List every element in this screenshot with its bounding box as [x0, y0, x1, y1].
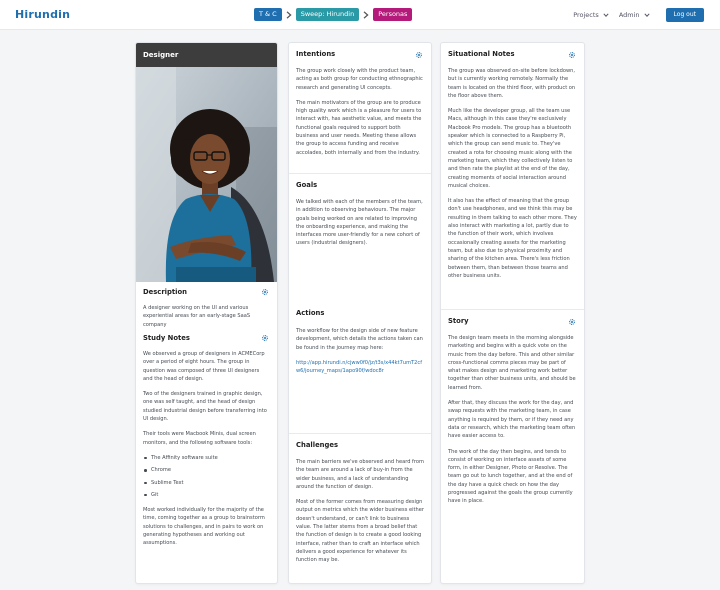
actions-section: [289, 305, 431, 382]
story-section: [441, 309, 584, 513]
list-item: The Affinity software suite: [143, 454, 270, 462]
actions-p1: The workflow for the design side of new feature development, which details the actions taken can be found in the journey map here:: [296, 328, 423, 351]
situational-notes-section: [441, 43, 584, 287]
challenges-p1: The main barriers we've observed and heard from the team are around a lack of buy-in from the wider business, and a lack of understanding around the function of design.: [296, 459, 424, 490]
breadcrumb-sweep[interactable]: Sweep: Hirundin: [296, 8, 359, 21]
goals-p1: We talked with each of the members of the team, in addition to observing behaviours. The major goals being worked on are related to improving the onboarding experience, and making the interfaces more user-friendly for a new cohort of users (industrial designers).: [296, 199, 423, 247]
description-title: Description: [143, 288, 187, 296]
journey-map-link[interactable]: http://app.hirundi.n/cjww0f0/jz/t3s/x44kt7umT2cfw6/journey_maps/1apo90f/wdoc8r: [296, 359, 422, 375]
challenges-section: [289, 433, 431, 572]
study-notes-title: Study Notes: [143, 334, 190, 342]
situational-notes-title: Situational Notes: [448, 50, 515, 58]
nav-right: [573, 7, 704, 22]
settings-cog-icon[interactable]: [261, 334, 269, 342]
admin-menu-label: Admin: [618, 10, 640, 19]
chevron-right-icon: [282, 8, 296, 21]
list-item: Sublime Text: [143, 479, 270, 487]
situational-card: [440, 42, 585, 584]
admin-menu[interactable]: [619, 11, 650, 19]
persona-photo: [136, 67, 277, 282]
settings-cog-icon[interactable]: [568, 318, 576, 326]
intentions-p2: The main motivators of the group are to produce high quality work which is a pleasure for users to interact with, has aesthetic value, and meets the functional goals required to support both business and user needs. Meeting these allows the group to access funding and receive accolades, both internally and from the industry.: [296, 99, 422, 156]
logout-button[interactable]: Log out: [666, 8, 704, 22]
situational-p3: It also has the effect of meaning that the group don't use headphones, and we think this may be resulting in them talking to each other more. They also interact with marketing a lot, partly due to the function of their work, which involves occasionally creating assets for the marketing team, but also due to physical proximity and sharing of the kitchen area. There's less friction between them, than between those teams and other business units.: [448, 198, 577, 279]
intentions-card: [288, 42, 432, 584]
study-notes-section: [136, 328, 277, 555]
challenges-title: Challenges: [296, 441, 339, 449]
intentions-p1: The group work closely with the product team, acting as both group for conducting ethnographic research and generating UI concepts.: [296, 68, 423, 91]
story-p3: The work of the day then begins, and tends to consist of working on interface assets of some form, in either Designer, Photo or Resolve. The team go out to lunch together, and at the end of the day have a quick check on how the day progressed against the goals the group currently have in place.: [448, 448, 573, 505]
top-navigation-bar: [0, 0, 720, 30]
goals-title: Goals: [296, 181, 318, 189]
list-item: Chrome: [143, 466, 270, 474]
persona-header: Designer: [136, 43, 277, 67]
story-p2: After that, they discuss the work for the day, and swap requests with the marketing team, in case anything is required by them, or if they need any data or research, which the marketing team often have easier access to.: [448, 400, 576, 440]
goals-section: [289, 173, 431, 255]
situational-p2: Much like the developer group, all the team use Macs, although in this case they're exclusively Macbook Pro models. The group has a bluetooth speaker which is connected to a Raspberry Pi, which the group can send music to. They've created a rota for choosing music along with the marketing team, which they collectively listen to and then rate the playlist at the end of the day, creating moments of social interaction around musical choices.: [448, 108, 573, 189]
story-p1: The design team meets in the morning alongside marketing and begins with a quick vote on the music from the day before. This and other similar cross-functional comms pieces may be part of what makes design and marketing work better together than other business units, and should be learned from.: [448, 335, 576, 391]
persona-card: [135, 42, 278, 584]
story-title: Story: [448, 317, 469, 325]
study-notes-p2: Two of the designers trained in graphic design, one was self taught, and the head of design studied industrial design before transferring into UI design.: [143, 391, 267, 423]
breadcrumb-personas[interactable]: Personas: [373, 8, 412, 21]
chevron-right-icon: [359, 8, 373, 21]
description-text: A designer working on the UI and various experiential areas for an early-stage SaaS company: [143, 305, 251, 328]
intentions-title: Intentions: [296, 50, 336, 58]
projects-menu[interactable]: [573, 11, 609, 19]
settings-cog-icon[interactable]: [261, 288, 269, 296]
projects-menu-label: Projects: [573, 10, 599, 19]
app-logo[interactable]: Hirundin: [15, 8, 71, 21]
tools-list: [143, 454, 270, 499]
settings-cog-icon[interactable]: [568, 51, 576, 59]
persona-portrait-image: [136, 67, 277, 282]
actions-title: Actions: [296, 309, 325, 317]
chevron-down-icon: [603, 12, 609, 18]
settings-cog-icon[interactable]: [415, 51, 423, 59]
situational-p1: The group was observed on-site before lockdown, but is currently working remotely. Normally the team is located on the third floor, with product on the floor above them.: [448, 68, 576, 99]
breadcrumb: [254, 8, 412, 21]
intentions-section: [289, 43, 431, 164]
list-item: Git: [143, 491, 270, 499]
study-notes-p1: We observed a group of designers in ACMECorp over a period of eight hours. The group in question was composed of three UI designers and the head of design.: [143, 351, 265, 382]
challenges-p2: Most of the former comes from measuring design output on metrics which the wider business either doesn't understand, or can't link to business value. The latter stems from a broad belief that the function of design is to create a good looking interface, rather than to craft an interface which delivers a good experience for whatever its function may be.: [296, 499, 424, 564]
study-notes-p4: Most worked individually for the majority of the time, coming together as a group to brainstorm solutions to challenges, and in pairs to work on generating hypotheses and working out assumptions.: [143, 507, 265, 547]
breadcrumb-tc[interactable]: T & C: [254, 8, 282, 21]
study-notes-p3: Their tools were Macbook Minis, dual screen monitors, and the following software tools:: [143, 431, 256, 446]
chevron-down-icon: [644, 12, 650, 18]
